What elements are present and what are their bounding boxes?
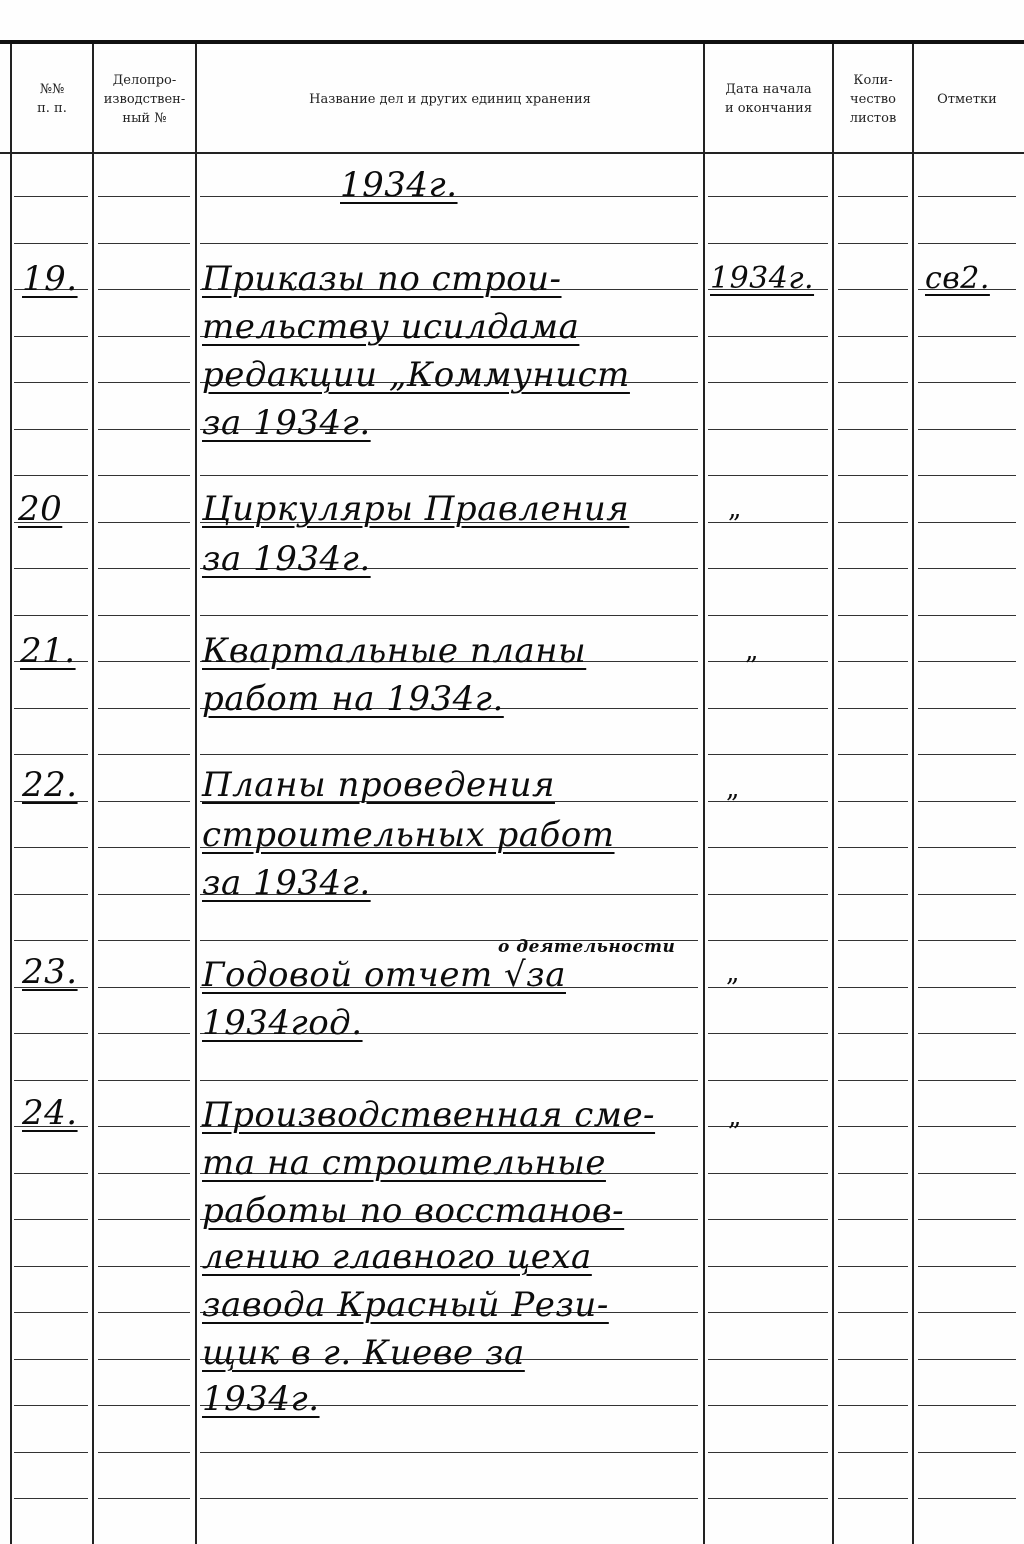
entry-number: 21.: [20, 631, 76, 671]
entry-number: 22.: [22, 765, 78, 805]
row-rule: [918, 382, 1016, 383]
row-rule: [838, 243, 908, 244]
row-rule: [918, 940, 1016, 941]
row-rule: [98, 382, 190, 383]
entry-title-line: Планы проведения: [202, 765, 555, 805]
row-rule: [838, 382, 908, 383]
row-rule: [98, 894, 190, 895]
row-rule: [918, 196, 1016, 197]
row-rule: [14, 196, 88, 197]
row-rule: [838, 196, 908, 197]
row-rule: [838, 1452, 908, 1453]
entry-date-ditto: „: [726, 958, 740, 988]
row-rule: [838, 754, 908, 755]
row-rule: [708, 475, 828, 476]
row-rule: [838, 1312, 908, 1313]
row-rule: [708, 568, 828, 569]
entry-title-line: Циркуляры Правления: [202, 489, 630, 529]
row-rule: [14, 708, 88, 709]
row-rule: [98, 1080, 190, 1081]
row-rule: [838, 1498, 908, 1499]
row-rule: [838, 336, 908, 337]
entry-date-ditto: „: [728, 1102, 742, 1132]
row-rule: [708, 661, 828, 662]
row-rule: [918, 429, 1016, 430]
row-rule: [918, 847, 1016, 848]
row-rule: [200, 1452, 698, 1453]
row-rule: [708, 522, 828, 523]
row-rule: [98, 661, 190, 662]
row-rule: [98, 754, 190, 755]
row-rule: [918, 1312, 1016, 1313]
header-notes: Отметки: [937, 91, 997, 107]
row-rule: [838, 1126, 908, 1127]
row-rule: [98, 615, 190, 616]
row-rule: [98, 708, 190, 709]
column-line: [92, 44, 94, 1544]
entry-title-line: Приказы по строи-: [202, 259, 562, 299]
row-rule: [838, 847, 908, 848]
row-rule: [708, 1266, 828, 1267]
row-rule: [14, 1312, 88, 1313]
row-rule: [918, 708, 1016, 709]
row-rule: [918, 801, 1016, 802]
top-rule: [0, 40, 1024, 44]
row-rule: [708, 196, 828, 197]
entry-insertion-note: о деятельности: [498, 937, 676, 957]
row-rule: [708, 894, 828, 895]
entry-title-line: Годовой отчет √за: [202, 955, 566, 995]
entry-number: 24.: [22, 1093, 78, 1133]
entry-title-line: строительных работ: [202, 815, 615, 855]
row-rule: [98, 429, 190, 430]
column-line: [703, 44, 705, 1544]
row-rule: [918, 568, 1016, 569]
row-rule: [98, 1219, 190, 1220]
row-rule: [98, 522, 190, 523]
row-rule: [98, 1126, 190, 1127]
entry-title-line: Квартальные планы: [202, 631, 587, 671]
row-rule: [708, 336, 828, 337]
entry-number: 23.: [22, 952, 78, 992]
row-rule: [918, 894, 1016, 895]
entry-title-line: лению главного цеха: [202, 1237, 592, 1277]
row-rule: [98, 243, 190, 244]
row-rule: [14, 429, 88, 430]
row-rule: [708, 754, 828, 755]
entry-date-ditto: „: [726, 774, 740, 804]
row-rule: [98, 1405, 190, 1406]
column-line: [832, 44, 834, 1544]
entry-title-line: завода Красный Рези-: [202, 1285, 609, 1325]
entry-title-line: редакции „Коммунист: [202, 355, 630, 395]
row-rule: [200, 475, 698, 476]
row-rule: [98, 475, 190, 476]
row-rule: [708, 1498, 828, 1499]
row-rule: [918, 1126, 1016, 1127]
row-rule: [14, 1359, 88, 1360]
row-rule: [98, 847, 190, 848]
row-rule: [918, 1498, 1016, 1499]
year-heading: 1934г.: [340, 165, 458, 205]
row-rule: [708, 1452, 828, 1453]
column-line: [195, 44, 197, 1544]
row-rule: [918, 661, 1016, 662]
row-rule: [918, 1405, 1016, 1406]
row-rule: [14, 1498, 88, 1499]
row-rule: [838, 894, 908, 895]
row-rule: [838, 1173, 908, 1174]
entry-notes: св2.: [925, 261, 990, 296]
row-rule: [14, 1266, 88, 1267]
row-rule: [708, 1359, 828, 1360]
row-rule: [918, 522, 1016, 523]
row-rule: [918, 1452, 1016, 1453]
row-rule: [708, 382, 828, 383]
entry-title-line: за 1934г.: [202, 403, 371, 443]
entry-date-ditto: „: [745, 636, 759, 666]
row-rule: [98, 987, 190, 988]
entry-title-line: 1934г.: [202, 1379, 320, 1419]
row-rule: [918, 1033, 1016, 1034]
row-rule: [918, 1266, 1016, 1267]
row-rule: [14, 475, 88, 476]
row-rule: [838, 1080, 908, 1081]
row-rule: [918, 987, 1016, 988]
row-rule: [838, 1033, 908, 1034]
row-rule: [14, 940, 88, 941]
entry-number: 19.: [22, 259, 78, 299]
entry-title-line: та на строительные: [202, 1143, 606, 1183]
row-rule: [708, 1219, 828, 1220]
row-rule: [838, 801, 908, 802]
row-rule: [98, 568, 190, 569]
row-rule: [14, 1173, 88, 1174]
row-rule: [838, 1219, 908, 1220]
row-rule: [708, 1126, 828, 1127]
column-line: [912, 44, 914, 1544]
row-rule: [838, 940, 908, 941]
row-rule: [14, 336, 88, 337]
row-rule: [708, 1080, 828, 1081]
header-bottom-rule: [0, 152, 1024, 154]
row-rule: [98, 1033, 190, 1034]
row-rule: [200, 1498, 698, 1499]
row-rule: [200, 243, 698, 244]
row-rule: [708, 708, 828, 709]
row-rule: [98, 1266, 190, 1267]
header-title: Название дел и других единиц хранения: [309, 91, 591, 107]
entry-title-line: за 1934г.: [202, 539, 371, 579]
entry-title-line: работы по восстанов-: [202, 1191, 625, 1231]
row-rule: [918, 1173, 1016, 1174]
row-rule: [838, 987, 908, 988]
row-rule: [14, 847, 88, 848]
row-rule: [838, 1405, 908, 1406]
row-rule: [14, 754, 88, 755]
row-rule: [200, 615, 698, 616]
row-rule: [14, 1080, 88, 1081]
row-rule: [838, 708, 908, 709]
row-rule: [98, 336, 190, 337]
row-rule: [14, 382, 88, 383]
row-rule: [14, 1219, 88, 1220]
row-rule: [98, 1498, 190, 1499]
entry-title-line: Производственная сме-: [202, 1095, 656, 1135]
row-rule: [14, 1405, 88, 1406]
row-rule: [918, 336, 1016, 337]
row-rule: [918, 1359, 1016, 1360]
header-number: №№ п. п.: [37, 82, 67, 116]
row-rule: [14, 894, 88, 895]
row-rule: [838, 568, 908, 569]
row-rule: [14, 568, 88, 569]
row-rule: [918, 243, 1016, 244]
row-rule: [838, 289, 908, 290]
row-rule: [98, 289, 190, 290]
column-line: [10, 44, 12, 1544]
header-office-number: Делопро- изводствен- ный №: [103, 72, 186, 126]
row-rule: [838, 661, 908, 662]
row-rule: [838, 429, 908, 430]
entry-date-ditto: „: [728, 494, 742, 524]
row-rule: [14, 243, 88, 244]
row-rule: [918, 615, 1016, 616]
row-rule: [708, 1405, 828, 1406]
row-rule: [918, 475, 1016, 476]
entry-title-line: работ на 1934г.: [202, 679, 504, 719]
row-rule: [98, 1452, 190, 1453]
row-rule: [918, 1080, 1016, 1081]
entry-number: 20: [18, 489, 63, 529]
row-rule: [838, 1266, 908, 1267]
entry-title-line: за 1934г.: [202, 863, 371, 903]
row-rule: [98, 1312, 190, 1313]
header-dates: Дата начала и окончания: [724, 82, 813, 116]
row-rule: [200, 1080, 698, 1081]
row-rule: [14, 615, 88, 616]
row-rule: [708, 243, 828, 244]
row-rule: [708, 940, 828, 941]
row-rule: [98, 940, 190, 941]
row-rule: [98, 801, 190, 802]
row-rule: [708, 1173, 828, 1174]
row-rule: [838, 522, 908, 523]
entry-date: 1934г.: [710, 261, 815, 296]
row-rule: [918, 1219, 1016, 1220]
row-rule: [200, 754, 698, 755]
entry-title-line: щик в г. Киеве за: [202, 1333, 525, 1373]
row-rule: [14, 1033, 88, 1034]
row-rule: [838, 615, 908, 616]
row-rule: [98, 1359, 190, 1360]
row-rule: [14, 1452, 88, 1453]
row-rule: [708, 1312, 828, 1313]
row-rule: [708, 429, 828, 430]
entry-title-line: тельству исилдама: [202, 307, 580, 347]
row-rule: [838, 475, 908, 476]
row-rule: [708, 615, 828, 616]
row-rule: [98, 1173, 190, 1174]
entry-title-line: 1934год.: [202, 1003, 363, 1043]
header-sheet-count: Коли- чество листов: [849, 72, 897, 126]
row-rule: [708, 1033, 828, 1034]
row-rule: [98, 196, 190, 197]
row-rule: [708, 847, 828, 848]
row-rule: [918, 754, 1016, 755]
row-rule: [838, 1359, 908, 1360]
